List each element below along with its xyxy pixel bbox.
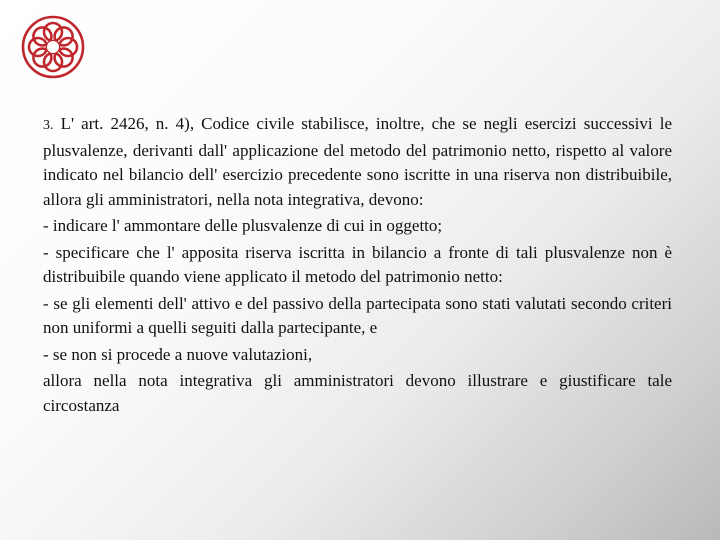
bullet-valutazioni: - se non si procede a nuove valutazioni, [43, 344, 313, 364]
paragraph-intro [43, 112, 672, 212]
paragraph-intro-text: L' art. 2426, n. 4), Codice civile stabilisce, inoltre, che se negli esercizi successivi le plusvalenze, derivanti dall' applicazione del metodo del patrimonio netto, rispetto al valore indicato nel bilancio dell' esercizio precedente sono iscritte in una riserva non distribuibile, allora gli amministratori, nella nota integrativa, devono: [43, 114, 673, 209]
bullet-specificare: - specificare che l' apposita riserva iscritta in bilancio a fronte di tali plusvalenze non è distribuibile quando viene applicato il metodo del patrimonio netto: [43, 242, 672, 286]
bullet-elementi: - se gli elementi dell' attivo e del passivo della partecipata sono stati valutati secondo criteri non uniformi a quelli seguiti dalla partecipante, e [43, 293, 672, 337]
rosette-logo-icon [20, 14, 86, 80]
item-number: 3. [43, 118, 54, 133]
document-body [43, 112, 672, 420]
bullet-indicare: - indicare l' ammontare delle plusvalenze di cui in oggetto; [43, 216, 443, 235]
paragraph-conclusion: allora nella nota integrativa gli amministratori devono illustrare e giustificare tale circostanza [43, 371, 672, 415]
